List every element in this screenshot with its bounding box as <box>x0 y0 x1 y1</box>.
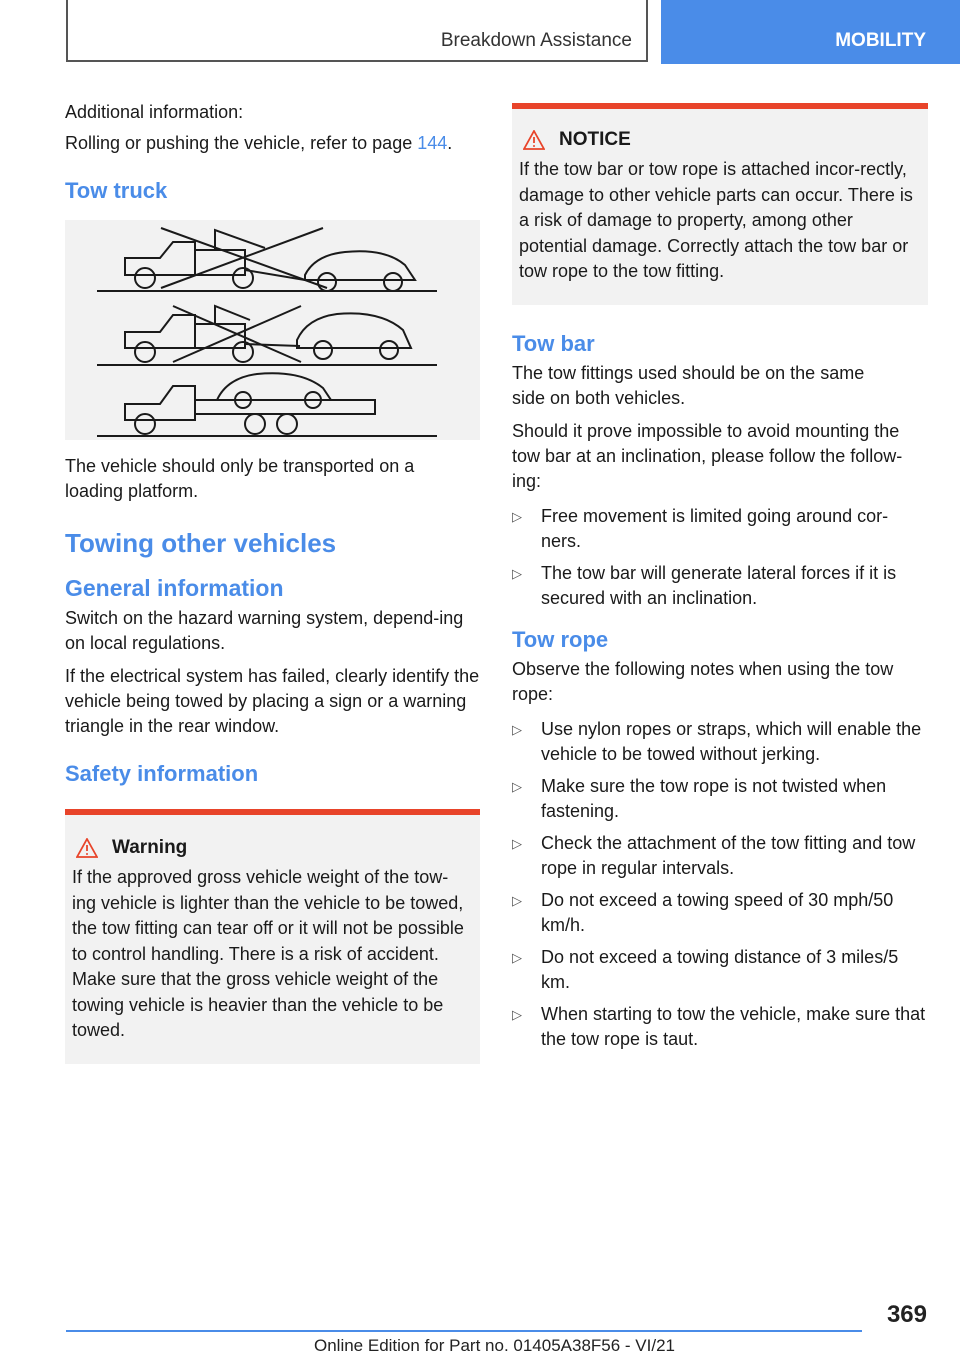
towing-heading: Towing other vehicles <box>65 528 337 558</box>
list-item-text: Use nylon ropes or straps, which will enable the vehicle to be towed without jerking. <box>541 718 922 764</box>
bullet-icon: ▷ <box>512 508 522 524</box>
tow-rope-heading: Tow rope <box>512 626 609 652</box>
notice-title-row <box>519 129 920 151</box>
intro-label: Additional information: <box>65 102 244 122</box>
list-item-text: When starting to tow the vehicle, make sure that the tow rope is taut. <box>541 1003 926 1049</box>
bullet-icon: ▷ <box>512 1006 522 1022</box>
tow-rope-list <box>512 717 928 1052</box>
tow-truck-illustration <box>65 220 480 440</box>
notice-title: NOTICE <box>559 129 631 150</box>
list-item <box>512 831 928 881</box>
bullet-icon: ▷ <box>512 835 522 851</box>
chapter-title: MOBILITY <box>835 30 926 51</box>
left-column <box>65 100 480 1064</box>
warning-title: Warning <box>112 837 188 858</box>
bullet-icon: ▷ <box>512 949 522 965</box>
notice-box <box>512 103 928 305</box>
warning-title-row <box>72 837 472 859</box>
bullet-icon: ▷ <box>512 892 522 908</box>
edition-text: Online Edition for Part no. 01405A38F56 - VI/21 <box>314 1336 676 1355</box>
header-section-tab <box>66 0 648 62</box>
warning-text: If the approved gross vehicle weight of the tow-ing vehicle is lighter than the vehicle to be towed, the tow fitting can tear off or it will not be possible to control handling. There is a risk of accident. Make sure that the gross vehicle weight of the towing vehicle is heavier than the vehicle to be towed. <box>72 867 464 1040</box>
general-p1: Switch on the hazard warning system, depend-ing on local regulations. <box>65 608 464 653</box>
footer-divider <box>66 1330 862 1332</box>
section-title: Breakdown Assistance <box>440 30 632 51</box>
tow-bar-heading: Tow bar <box>512 330 595 356</box>
intro-period: . <box>447 133 453 153</box>
list-item <box>512 561 928 611</box>
list-item-text: Do not exceed a towing distance of 3 miles/5 km. <box>541 946 899 992</box>
general-p2: If the electrical system has failed, clearly identify the vehicle being towed by placing a sign or a warning triangle in the rear window. <box>65 666 480 736</box>
tow-truck-text: The vehicle should only be transported on a loading platform. <box>65 456 415 501</box>
list-item-text: Make sure the tow rope is not twisted when fastening. <box>541 775 887 821</box>
list-item <box>512 945 928 995</box>
tow-bar-p2: Should it prove impossible to avoid mounting the tow bar at an inclination, please follow the follow-ing: <box>512 420 903 491</box>
list-item <box>512 717 928 767</box>
list-item-text: Do not exceed a towing speed of 30 mph/50 km/h. <box>541 889 894 935</box>
tow-rope-intro: Observe the following notes when using the tow rope: <box>512 658 894 704</box>
right-column <box>512 103 928 1059</box>
list-item <box>512 888 928 938</box>
tow-bar-list <box>512 504 928 611</box>
bullet-icon: ▷ <box>512 721 522 737</box>
notice-triangle-icon <box>523 130 545 150</box>
bullet-icon: ▷ <box>512 565 522 581</box>
list-item <box>512 1002 928 1052</box>
list-item-text: Free movement is limited going around cor-ners. <box>541 505 889 551</box>
warning-box <box>65 809 480 1064</box>
page-reference-link[interactable]: 144 <box>417 133 448 153</box>
warning-triangle-icon <box>76 838 98 858</box>
notice-text: If the tow bar or tow rope is attached incor-rectly, damage to other vehicle parts can occur. There is a risk of damage to property, among other potential damage. Correctly attach the tow bar or tow rope to the tow fitting. <box>519 159 913 281</box>
safety-heading: Safety information <box>65 761 259 786</box>
general-heading: General information <box>65 575 284 601</box>
tow-truck-drawing <box>65 220 480 440</box>
page-number: 369 <box>886 1301 927 1328</box>
list-item <box>512 504 928 554</box>
intro-sentence: Rolling or pushing the vehicle, refer to page <box>65 133 413 153</box>
tow-truck-heading: Tow truck <box>65 178 168 203</box>
header-chapter-tab[interactable] <box>661 0 960 64</box>
list-item-text: Check the attachment of the tow fitting and tow rope in regular intervals. <box>541 832 916 878</box>
intro-text <box>65 131 480 156</box>
bullet-icon: ▷ <box>512 778 522 794</box>
list-item-text: The tow bar will generate lateral forces if it is secured with an inclination. <box>541 562 897 608</box>
tow-bar-p1: The tow fittings used should be on the same side on both vehicles. <box>512 362 865 408</box>
list-item <box>512 774 928 824</box>
